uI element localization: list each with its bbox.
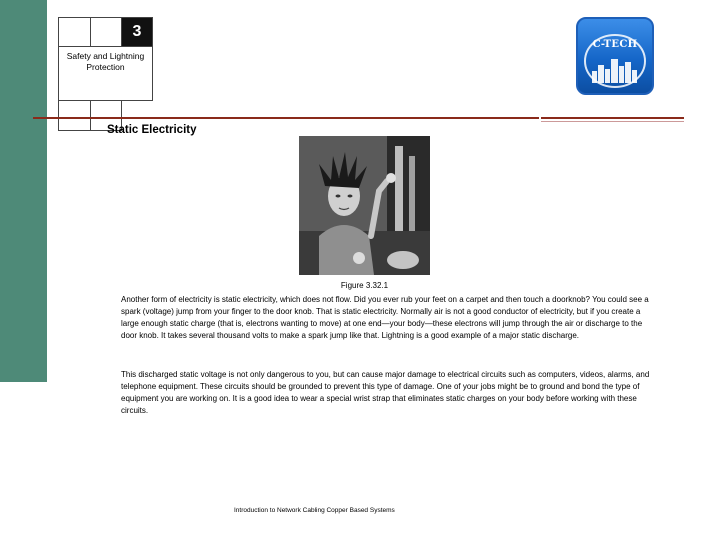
figure-photo (299, 136, 430, 275)
figure-caption: Figure 3.32.1 (340, 281, 389, 290)
grid-cell (58, 17, 91, 47)
page-title: Static Electricity (107, 124, 197, 136)
c-tech-logo (576, 17, 654, 95)
chapter-title: Safety and Lightning Protection (58, 46, 153, 101)
header-rule-shadow (541, 121, 684, 122)
header-rule (33, 117, 539, 119)
static-electricity-photo (299, 136, 430, 275)
side-accent-bar (0, 0, 47, 382)
grid-cell (90, 17, 122, 47)
grid-cell (58, 100, 91, 131)
body-paragraph: Another form of electricity is static electricity, which does not flow. Did you ever rub your feet on a carpet and then touch a doorknob? You could see a spark (voltage) jump from your finger to the door knob. That is static electricity. Normally air is not a good conductor of electricity, but if you create a large enough static charge (that is, electrons wanting to move) at one end—your body—these electrons will jump through the air or discharge to the door knob. It takes several thousand volts to make a spark jump like that. Lightning is a good example of a major static discharge. (121, 295, 649, 340)
chapter-grid (58, 17, 153, 115)
footer-text: Introduction to Network Cabling Copper Based Systems (234, 507, 395, 514)
logo-text: C-TECH (592, 39, 638, 50)
body-paragraph: This discharged static voltage is not only dangerous to you, but can cause major damage to electrical circuits such as computers, videos, alarms, and telephone equipment. These circuits should be grounded to prevent this type of damage. One of your jobs might be to ground and bond the type of equipment you are working on. It is a good idea to wear a special wrist strap that eliminates static charges on your body before working with these circuits. (121, 370, 650, 415)
chapter-number: 3 (121, 17, 153, 47)
city-skyline-icon (578, 19, 652, 93)
header-rule-right (541, 117, 684, 119)
